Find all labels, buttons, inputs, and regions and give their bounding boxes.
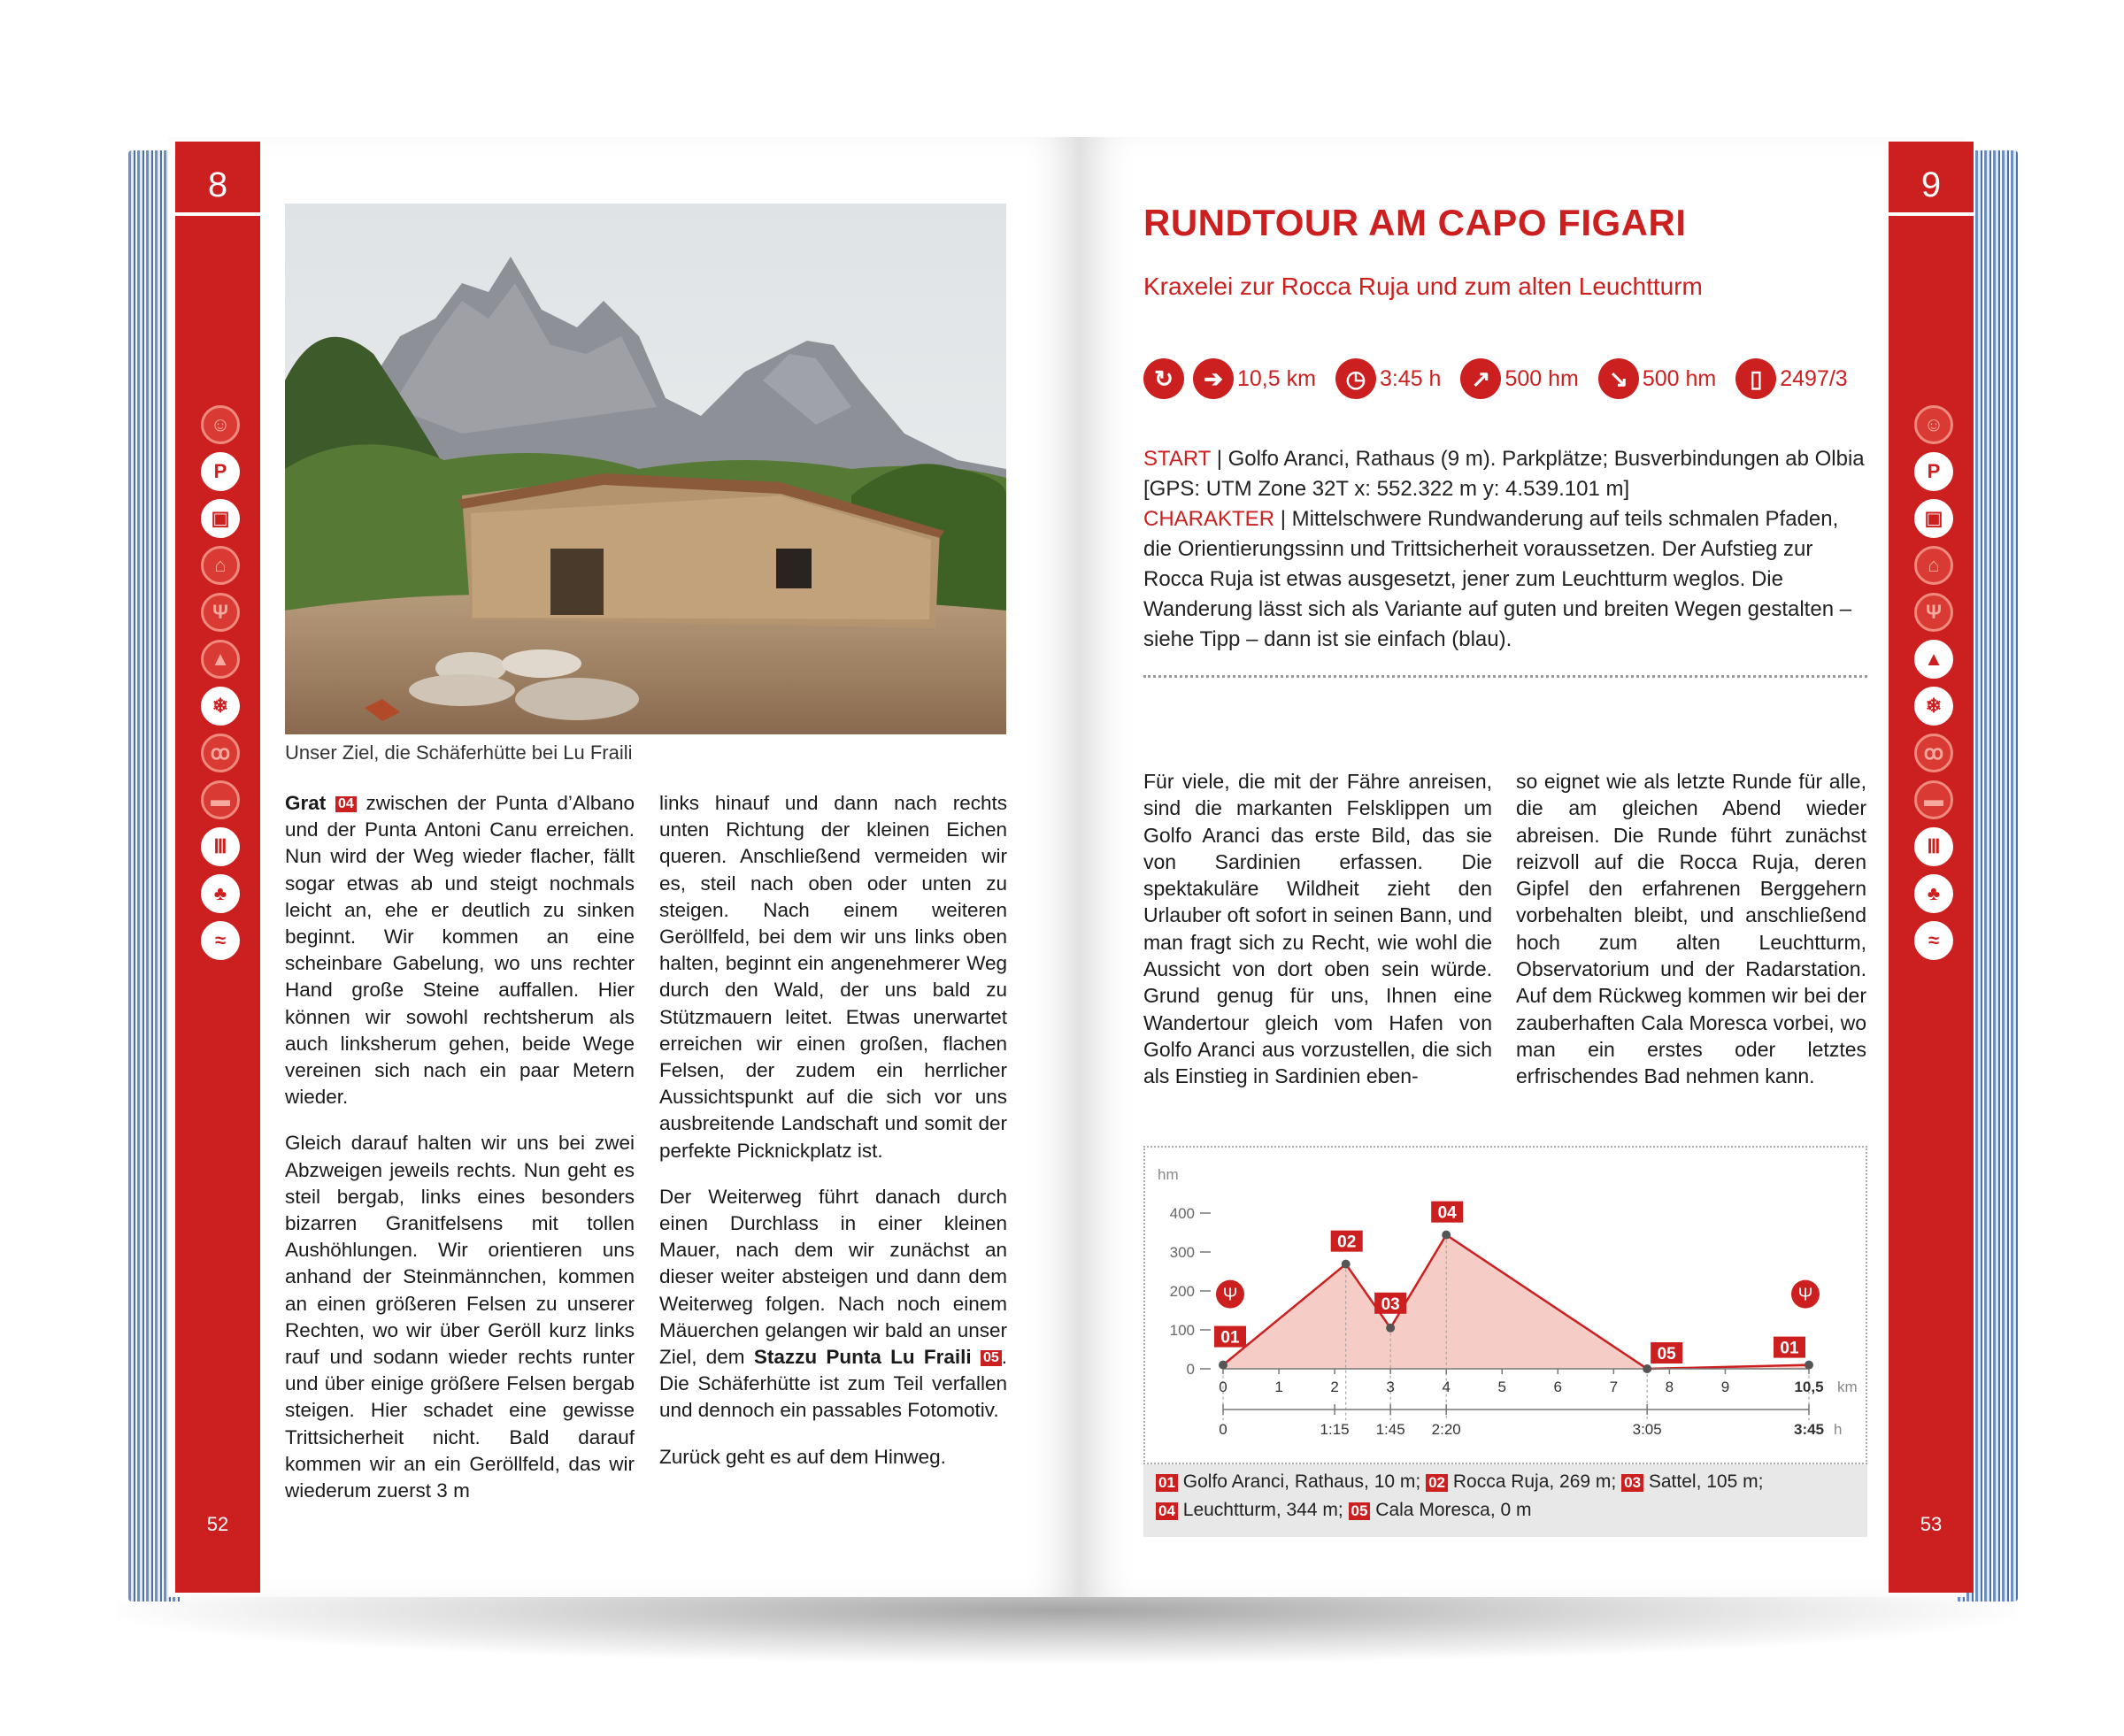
descent-value: 500 hm (1642, 365, 1717, 391)
waypoint-tag-label: 04 (1437, 1203, 1457, 1223)
y-tick-label: 0 (1186, 1361, 1195, 1378)
chapter-number: 8 (175, 157, 260, 216)
time-tick-label: 2:20 (1431, 1421, 1461, 1438)
time-meta (1335, 358, 1452, 399)
x-unit-label: km (1837, 1379, 1858, 1395)
waypoint-marker (1342, 1260, 1351, 1269)
paragraph: Zurück geht es auf dem Hinweg. (659, 1445, 946, 1468)
elevation-profile (1143, 1146, 1867, 1464)
paragraph-text: zwischen der Punta d’Albano und der Punta Antoni Canu erreichen. Nun wird der Weg wieder flacher, fällt sogar etwas ab und steigt nochmals leicht an, ehe er deutlich zu sinken beginnt. Wir kommen an eine scheinbare Gabelung, wo uns rechter Hand große Steine auffallen. Hier können wir sowohl rechtsherum als auch linksherum gehen, beide Wege vereinen sich nach ein paar Metern wieder. (285, 792, 635, 1109)
x-tick-label: 4 (1442, 1379, 1451, 1395)
descent-meta (1598, 358, 1727, 399)
legend-tag: 01 (1156, 1474, 1178, 1492)
right-column-1: Für viele, die mit der Fähre anreisen, sind die markanten Felsklippen um Golfo Aranci das erste Bild, das sie von Sardinien erfassen. Die spektakuläre Wildheit zieht den Urlauber oft sofort in seinen Bann, und man fragt sich zu Recht, wie wohl die Aussicht von dort oben sein würde. Grund genug für uns, Ihnen eine Wandertour gleich vom Hafen von Golfo Aranci aus vorzustellen, die sich als Einstieg in Sardinien eben- (1143, 770, 1492, 1088)
bus-icon: ▣ (1914, 499, 1953, 538)
x-tick-label: 10,5 (1794, 1379, 1824, 1395)
swim-icon: ≈ (201, 921, 240, 960)
parking-icon: P (1914, 452, 1953, 491)
signpost-icon: ➔ (1193, 358, 1234, 399)
chapter-number: 9 (1889, 157, 1974, 216)
charakter-text: | Mittelschwere Rundwanderung auf teils schmalen Pfaden, die Orientierungssinn und Trittsicherheit voraussetzen. Der Aufstieg zur Rocca Ruja ist etwas ausgesetzt, jener zum Leuchtturm weglos. Die Wanderung lässt sich als Variante auf guten und breiten Wegen gestalten – siehe Tipp – dann ist sie einfach (blau). (1143, 507, 1852, 651)
waypoint-marker (1219, 1361, 1227, 1370)
waypoint-tag-label: 02 (1337, 1233, 1357, 1252)
y-tick-label: 400 (1169, 1205, 1195, 1222)
legend-label: Golfo Aranci, Rathaus, 10 m; (1182, 1471, 1421, 1492)
map-value: 2497/3 (1780, 365, 1848, 391)
photo-caption: Unser Ziel, die Schäferhütte bei Lu Fraili (285, 741, 633, 764)
charakter-label: CHARAKTER (1143, 507, 1275, 531)
summit-icon: ▲ (201, 640, 240, 679)
waypoint-marker (1805, 1361, 1813, 1370)
place-name: Stazzu Punta Lu Fraili (753, 1346, 972, 1369)
waypoint-tag-label: 05 (1657, 1345, 1676, 1363)
y-tick-label: 200 (1169, 1283, 1195, 1300)
time-unit-label: h (1834, 1421, 1843, 1438)
bike-icon: ꝏ (1914, 734, 1953, 772)
camper-icon: ▬ (1914, 780, 1953, 819)
waypoint-marker (1386, 1324, 1395, 1333)
museum-icon: Ⅲ (201, 827, 240, 866)
hut-icon: ⌂ (1914, 546, 1953, 585)
tree-icon: ♣ (201, 874, 240, 913)
start-text: | Golfo Aranci, Rathaus (9 m). Parkplätze; Busverbindungen ab Olbia [GPS: UTM Zone 32T x: 552.322 m y: 4.539.101 m] (1143, 447, 1865, 501)
legend-label: Sattel, 105 m; (1648, 1471, 1764, 1492)
left-thumb-tab (175, 142, 260, 1593)
bike-icon: ꝏ (201, 734, 240, 772)
winter-icon: ❄ (1914, 687, 1953, 726)
x-tick-label: 7 (1609, 1379, 1619, 1395)
paragraph (659, 1184, 1007, 1425)
tree-icon: ♣ (1914, 874, 1953, 913)
time-tick-label: 0 (1219, 1421, 1227, 1438)
restaurant-icon-glyph: Ψ (1797, 1285, 1813, 1305)
place-name: Grat (285, 792, 327, 814)
time-tick-label: 1:45 (1375, 1421, 1405, 1438)
clock-icon: ◷ (1335, 358, 1376, 399)
elevation-area (1223, 1235, 1809, 1369)
x-tick-label: 0 (1219, 1379, 1227, 1395)
legend-tag: 04 (1156, 1502, 1178, 1520)
distance-meta (1193, 358, 1327, 399)
legend-tag: 05 (1349, 1502, 1371, 1520)
x-tick-label: 2 (1330, 1379, 1339, 1395)
legend-label: Cala Moresca, 0 m (1375, 1500, 1532, 1520)
time-value: 3:45 h (1379, 365, 1442, 391)
right-column-2: so eignet wie als letzte Runde für alle, die am gleichen Abend wieder abreisen. Die Runde führt zunächst reizvoll auf die Rocca Ruja, deren Gipfel den erfahrenen Berggehern vorbehalten bleibt, und anschließend hoch zum alten Leuchtturm, Observatorium und der Radarstation. Auf dem Rückweg kommen wir bei der zauberhaften Cala Moresca vorbei, wo man ein erstes oder letztes erfrischendes Bad nehmen kann. (1516, 770, 1866, 1088)
ascent-meta (1460, 358, 1589, 399)
x-tick-label: 8 (1665, 1379, 1674, 1395)
summit-icon: ▲ (1914, 640, 1953, 679)
waypoint-legend (1143, 1464, 1867, 1537)
x-tick-label: 6 (1553, 1379, 1563, 1395)
distance-value: 10,5 km (1237, 365, 1316, 391)
legend-label: Leuchtturm, 344 m; (1182, 1500, 1343, 1520)
ascent-icon: ↗ (1460, 358, 1501, 399)
restaurant-icon-glyph: Ψ (1222, 1285, 1238, 1305)
ascent-value: 500 hm (1504, 365, 1579, 391)
legend-tag: 02 (1426, 1474, 1448, 1492)
child-icon: ☺ (1914, 405, 1953, 444)
loop-icon: ↻ (1143, 358, 1184, 399)
child-icon: ☺ (201, 405, 240, 444)
tour-info (1143, 444, 1869, 655)
y-tick-label: 300 (1169, 1244, 1195, 1261)
y-tick-label: 100 (1169, 1322, 1195, 1339)
tour-meta (1143, 354, 1878, 403)
parking-icon: P (201, 452, 240, 491)
paragraph: links hinauf und dann nach rechts unten Richtung der kleinen Eichen queren. Anschließend vermeiden wir es, steil nach oben oder unten zu steigen. Nach einem weiteren Geröllfeld, bei dem wir uns links oben halten, beginnt ein angenehmerer Weg durch den Wald, der uns bald zu Stützmauern leitet. Etwas unerwartet erreichen wir einen großen, flachen Felsen, der zudem ein herrlicher Aussichtspunkt auf die sich vor uns ausbreitende Landschaft und somit der perfekte Picknickplatz ist. (659, 792, 1007, 1162)
winter-icon: ❄ (201, 687, 240, 726)
waypoint-marker (1643, 1364, 1651, 1373)
shepherd-hut-photo (285, 204, 1006, 734)
descent-icon: ↘ (1598, 358, 1639, 399)
waypoint-tag-label: 03 (1381, 1294, 1400, 1314)
time-tick-label: 3:45 (1793, 1421, 1825, 1438)
waypoint-marker (1442, 1231, 1451, 1240)
waypoint-tag-label: 01 (1780, 1339, 1799, 1358)
x-tick-label: 1 (1274, 1379, 1283, 1395)
waypoint-tag: 04 (335, 796, 357, 812)
legend-label: Rocca Ruja, 269 m; (1452, 1471, 1617, 1492)
map-meta (1735, 358, 1858, 399)
start-label: START (1143, 447, 1212, 471)
bus-icon: ▣ (201, 499, 240, 538)
paragraph-text: Der Weiterweg führt danach durch einen Durchlass in einer kleinen Mauer, nach dem wir zunächst an dieser weiter absteigen und dann dem Weiterweg folgen. Nach noch einem Mäuerchen gelangen wir bald an unser Ziel, dem (659, 1185, 1007, 1369)
divider (1143, 675, 1867, 678)
waypoint-tag-label: 01 (1220, 1328, 1240, 1348)
legend-tag: 03 (1621, 1474, 1643, 1492)
left-column-2 (659, 790, 1007, 1490)
camper-icon: ▬ (201, 780, 240, 819)
y-axis-label: hm (1158, 1166, 1179, 1183)
waypoint-tag: 05 (981, 1350, 1002, 1366)
sidebar-icons (1912, 405, 1951, 968)
restaurant-icon: Ψ (1914, 593, 1953, 632)
swim-icon: ≈ (1914, 921, 1953, 960)
hut-icon: ⌂ (201, 546, 240, 585)
time-tick-label: 1:15 (1320, 1421, 1350, 1438)
paragraph-text: . Die Schäferhütte ist zum Teil verfallen und dennoch ein passables Fotomotiv. (659, 1346, 1007, 1422)
elevation-chart (1145, 1148, 1866, 1463)
loop-meta (1143, 358, 1184, 399)
left-column-1 (285, 790, 635, 1524)
time-tick-label: 3:05 (1632, 1421, 1662, 1438)
restaurant-icon: Ψ (201, 593, 240, 632)
paragraph (285, 790, 635, 1110)
x-tick-label: 5 (1497, 1379, 1506, 1395)
tour-subtitle: Kraxelei zur Rocca Ruja und zum alten Leuchtturm (1143, 273, 1703, 300)
tour-title: RUNDTOUR AM CAPO FIGARI (1143, 202, 1687, 243)
page-number: 52 (206, 1513, 229, 1535)
sidebar-icons (198, 405, 237, 968)
right-thumb-tab (1889, 142, 1974, 1593)
paragraph: Gleich darauf halten wir uns bei zwei Abzweigen jeweils rechts. Nun geht es steil bergab, links eines besonders bizarren Granitfelsens mit tollen Aushöhlungen. Wir orientieren uns anhand der Steinmännchen, kommen an einen größeren Felsen zu unserer Rechten, wo wir über Geröll kurz links rauf und sodann wieder rechts runter und über einige größere Felsen bergab steigen. Hier schadet eine gewisse Trittsicherheit nicht. Bald darauf kommen wir an ein Geröllfeld, das wir wiederum zuerst 3 m (285, 1132, 635, 1502)
map-icon: ▯ (1735, 358, 1776, 399)
page-number: 53 (1920, 1513, 1943, 1535)
x-tick-label: 3 (1386, 1379, 1395, 1395)
museum-icon: Ⅲ (1914, 827, 1953, 866)
x-tick-label: 9 (1720, 1379, 1730, 1395)
